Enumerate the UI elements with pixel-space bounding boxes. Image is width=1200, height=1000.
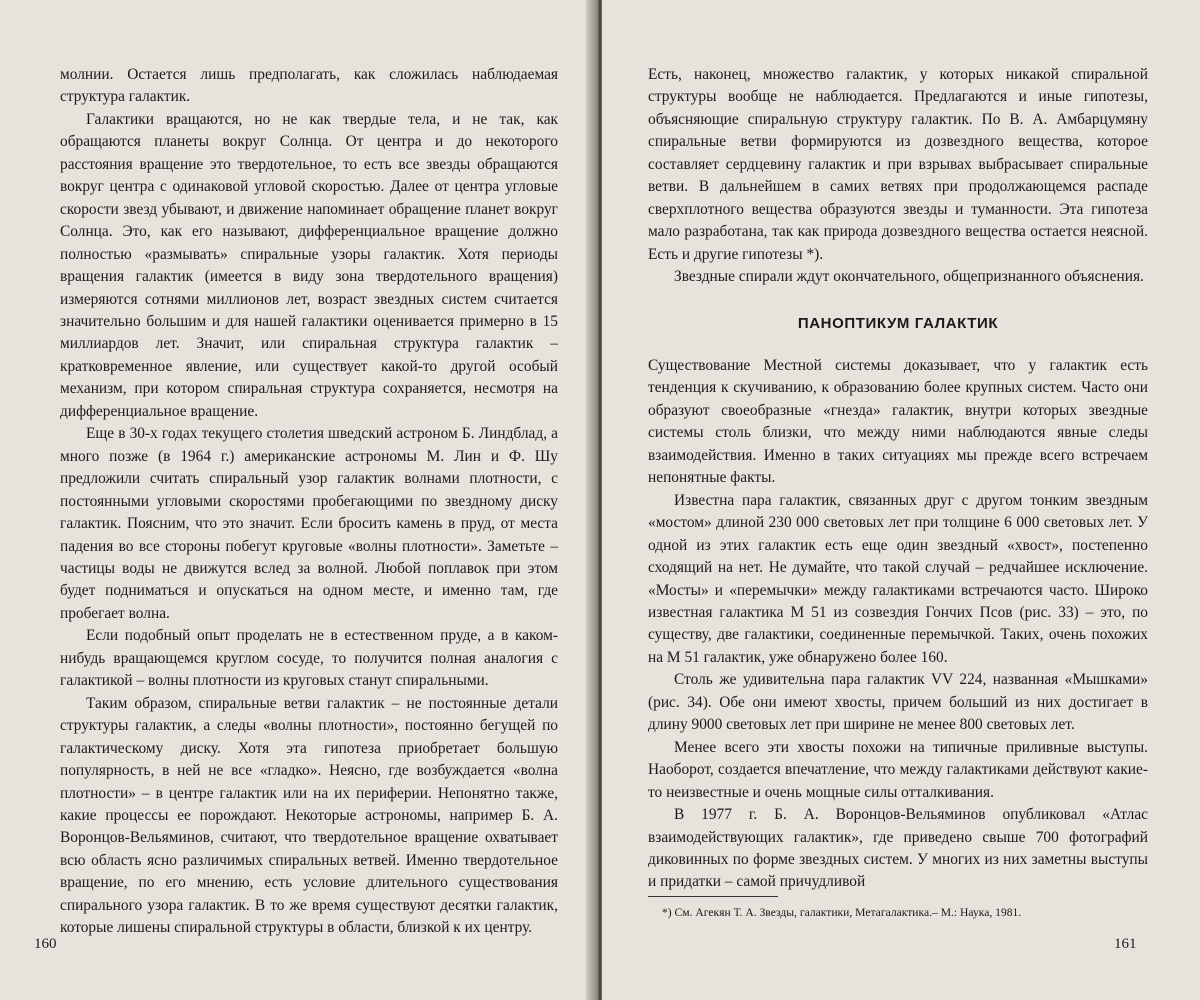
paragraph: молнии. Остается лишь предполагать, как сложилась наблюдаемая структура галактик. <box>60 66 558 106</box>
section-title: ПАНОПТИКУМ ГАЛАКТИК <box>797 314 999 332</box>
paragraph: Еще в 30-х годах текущего столетия шведский астроном Б. Линдблад, а много позже (в 1964 г.) американские астрономы М. Лин и Ф. Шу предложили считать спиральный узор галактик волнами плотности, с постоянными угловыми скоростями пробегающими по звездному диску галактик. Поясним, что это значит. Если бросить камень в пруд, от места падения во все стороны побегут круговые «волны плотности». Заметьте – частицы воды не движутся вслед за волной. Любой поплавок при этом будет подниматься и опускаться на одном месте, и именно там, где пробегает волна. <box>60 425 558 622</box>
paragraph: Существование Местной системы доказывает, что у галактик есть тенденция к скучиванию, к образованию более крупных систем. Часто они образуют своеобразные «гнезда» галактик, внутри которых звездные системы столь близки, что между ними наблюдаются явные следы взаимодействия. Именно в таких ситуациях мы прежде всего встречаем непонятные факты. <box>648 356 1148 487</box>
footnote: *) См. Агекян Т. А. Звезды, галактики, Метагалактика.– М.: Наука, 1981. <box>662 906 1022 919</box>
paragraph: Столь же удивительна пара галактик VV 224, названная «Мышками» (рис. 34). Обе они имеют хвосты, причем больший из них достигает в длину 9000 световых лет при ширине не менее 800 световых лет. <box>648 671 1148 734</box>
paragraph: Менее всего эти хвосты похожи на типичные приливные выступы. Наоборот, создается впечатление, что между галактиками действуют какие-то неизвестные и очень мощные силы отталкивания. <box>648 738 1148 801</box>
paragraph: Звездные спирали ждут окончательного, общепризнанного объяснения. <box>674 268 1144 286</box>
paragraph: Если подобный опыт проделать не в естественном пруде, а в каком-нибудь вращающемся круглом сосуде, то получится полная аналогия с галактикой – волны плотности из круговых станут спиральными. <box>60 627 558 690</box>
left-page <box>0 0 598 1000</box>
footnote-rule <box>648 896 778 897</box>
right-page <box>602 0 1200 1000</box>
paragraph: В 1977 г. Б. А. Воронцов-Вельяминов опубликовал «Атлас взаимодействующих галактик», где приведено свыше 700 фотографий диковинных по форме звездных систем. У многих из них заметны выступы и придатки – самой причудливой <box>648 806 1148 891</box>
left-page-text <box>60 64 558 940</box>
paragraph: Таким образом, спиральные ветви галактик – не постоянные детали структуры галактик, а следы «волны плотности», постоянно бегущей по галактическому диску. Хотя эта гипотеза приобретает большую популярность, в ней не все «гладко». Неясно, где возбуждается «волна плотности» – в центре галактик или на их периферии. Непонятно также, какие процессы ее порождают. Некоторые астрономы, например Б. А. Воронцов-Вельяминов, считают, что твердотельное вращение охватывает всю область ясно различимых спиральных ветвей. Именно твердотельное вращение, по его мнению, есть условие длительного существования спирального узора галактик. В то же время существуют десятки галактик, которые лишены спиральной структуры в области, близкой к их центру. <box>60 694 558 937</box>
right-page-text <box>648 64 1148 894</box>
paragraph: Есть, наконец, множество галактик, у которых никакой спиральной структуры вообще не наблюдается. Предлагаются и иные гипотезы, объясняющие спиральную структуру галактик. По В. А. Амбарцумяну спиральные ветви формируются из дозвездного вещества, которое составляет сердцевину галактик и при взрывах выбрасывает спиральные ветви. В дальнейшем в самих ветвях при продолжающемся распаде сверхплотного вещества образуются звезды и туманности. Эта гипотеза мало разработана, так как природа дозвездного вещества остается неясной. Есть и другие гипотезы *). <box>648 66 1148 263</box>
paragraph: Галактики вращаются, но не как твердые тела, и не так, как обращаются планеты вокруг Солнца. От центра и до некоторого расстояния вращение это твердотельное, то есть все звезды обращаются вокруг центра с одинаковой угловой скоростью. Далее от центра угловые скорости звезд убывают, и движение напоминает обращение планет вокруг Солнца. Это, как его называют, дифференциальное вращение должно полностью «размывать» спиральные узоры галактик. Хотя периоды вращения галактик (имеется в виду зона твердотельного вращения) измеряются сотнями миллионов лет, возраст звездных систем считается значительно большим и для нашей галактики оценивается примерно в 15 миллиардов лет. Значит, или спиральная структура галактик – кратковременное явление, или существует какой-то другой особый механизм, при котором спиральная структура сохраняется, несмотря на дифференциальное вращение. <box>60 110 558 420</box>
paragraph: Известна пара галактик, связанных друг с другом тонким звездным «мостом» длиной 230 000 световых лет при толщине 6 000 световых лет. У одной из этих галактик есть еще один звездный «хвост», постепенно сходящий на нет. Не думайте, что такой случай – редчайшее исключение. «Мосты» и «перемычки» между галактиками встречаются часто. Широко известная галактика М 51 из созвездия Гончих Псов (рис. 33) – это, по существу, две галактики, соединенные перемычкой. Таких, очень похожих на М 51 галактик, уже обнаружено более 160. <box>648 491 1148 666</box>
page-number: 161 <box>1114 936 1137 952</box>
page-number: 160 <box>34 936 57 952</box>
